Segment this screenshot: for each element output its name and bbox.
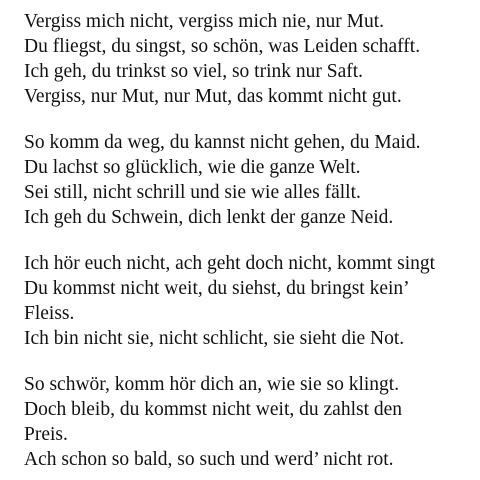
stanza-3 — [24, 251, 480, 351]
stanza-4 — [24, 372, 480, 472]
stanza-line: Du fliegst, du singst, so schön, was Leiden schafft. — [24, 36, 421, 57]
stanza-line: Sei still, nicht schrill und sie wie alles fällt. — [24, 182, 361, 203]
stanza-line: Fleiss. — [24, 303, 75, 324]
stanza-line: So schwör, komm hör dich an, wie sie so klingt. — [24, 374, 400, 395]
stanza-line: Ich bin nicht sie, nicht schlicht, sie sieht die Not. — [24, 328, 405, 349]
stanza-line: Du kommst nicht weit, du siehst, du bringst kein’ — [24, 278, 410, 299]
stanza-line: Preis. — [24, 424, 68, 445]
stanza-line: Du lachst so glücklich, wie die ganze Welt. — [24, 157, 361, 178]
stanza-line: So komm da weg, du kannst nicht gehen, du Maid. — [24, 132, 421, 153]
stanza-line: Ich geh du Schwein, dich lenkt der ganze Neid. — [24, 207, 394, 228]
stanza-1 — [24, 9, 480, 109]
stanza-line: Vergiss mich nicht, vergiss mich nie, nur Mut. — [24, 11, 384, 32]
stanza-line: Doch bleib, du kommst nicht weit, du zahlst den — [24, 399, 403, 420]
stanza-line: Vergiss, nur Mut, nur Mut, das kommt nicht gut. — [24, 86, 402, 107]
poem-text — [24, 9, 480, 480]
stanza-line: Ich geh, du trinkst so viel, so trink nur Saft. — [24, 61, 364, 82]
stanza-2 — [24, 130, 480, 230]
stanza-line: Ich hör euch nicht, ach geht doch nicht, kommt singt — [24, 253, 436, 274]
stanza-line: Ach schon so bald, so such und werd’ nicht rot. — [24, 449, 394, 470]
